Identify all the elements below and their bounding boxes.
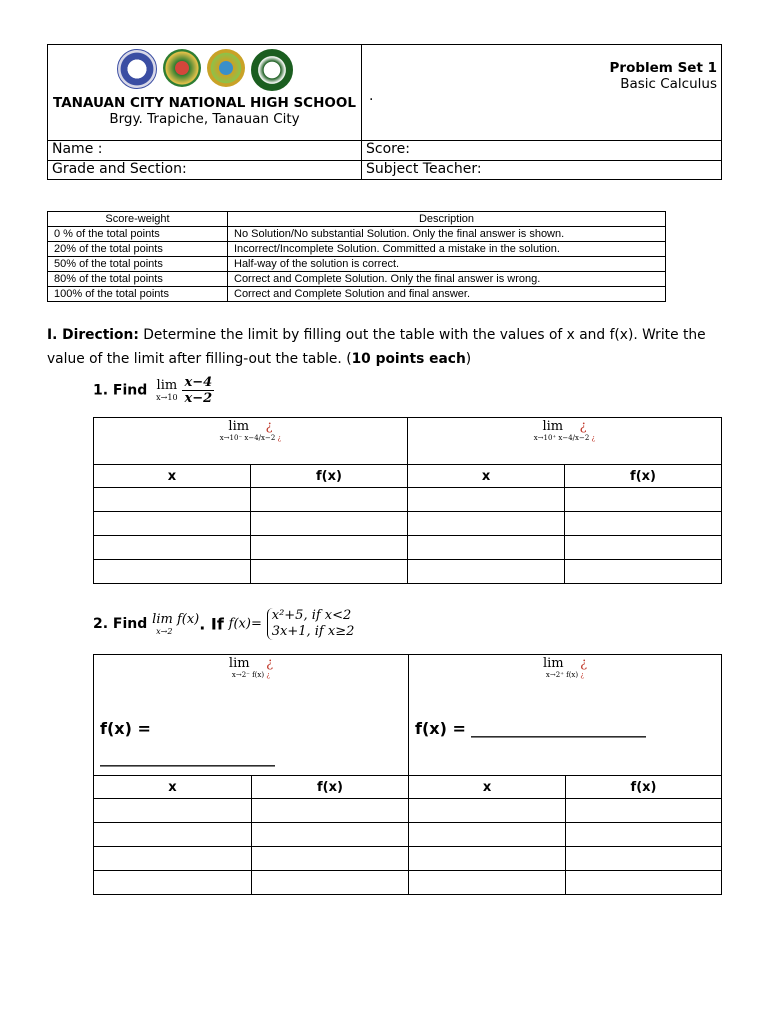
problem-2-lim: lim f(x)	[152, 611, 200, 627]
problem-2-lim-sub: x→2	[156, 626, 173, 636]
header-dot: .	[369, 88, 374, 104]
subject-teacher-field[interactable]: Subject Teacher:	[362, 161, 722, 180]
score-weight-cell: 20% of the total points	[48, 242, 228, 257]
col-fx-header: f(x)	[252, 776, 409, 799]
fx-cell[interactable]	[251, 560, 408, 584]
left-fx-label: f(x) =	[100, 719, 151, 738]
fx-cell[interactable]	[565, 536, 722, 560]
x-cell[interactable]	[408, 488, 565, 512]
inverted-question-mark: ¿	[591, 434, 596, 442]
problem-set-title: Problem Set 1	[609, 60, 717, 76]
table-row	[94, 847, 722, 871]
fx-cell[interactable]	[565, 512, 722, 536]
description-cell: Incorrect/Incomplete Solution. Committed a mistake in the solution.	[228, 242, 666, 257]
problem-2-find: 2. Find	[93, 616, 148, 632]
fx-cell[interactable]	[252, 799, 409, 823]
logos	[52, 49, 357, 91]
x-cell[interactable]	[94, 560, 251, 584]
left-lim-sub: x→2⁻ f(x)	[231, 671, 265, 679]
table-row	[94, 560, 722, 584]
right-fx-label: f(x) =	[415, 719, 466, 738]
problem-1-denominator: x−2	[184, 391, 213, 406]
x-cell[interactable]	[408, 536, 565, 560]
right-lim-sub: x→2⁺ f(x)	[545, 671, 579, 679]
right-limit-header: lim ¿ x→10⁺ x−4/x−2 ¿	[408, 418, 722, 465]
table-row	[94, 823, 722, 847]
piecewise-case-2: 3x+1, if x≥2	[271, 624, 355, 639]
x-cell[interactable]	[94, 488, 251, 512]
x-cell[interactable]	[94, 536, 251, 560]
piecewise-case-1: x²+5, if x<2	[271, 608, 352, 623]
fx-cell[interactable]	[566, 799, 722, 823]
right-lim-word: lim	[542, 419, 564, 434]
fx-cell[interactable]	[252, 871, 409, 895]
col-fx-header: f(x)	[565, 465, 722, 488]
inverted-question-mark: ¿	[265, 419, 273, 434]
score-weight-table	[47, 211, 666, 302]
x-cell[interactable]	[408, 512, 565, 536]
x-cell[interactable]	[94, 871, 252, 895]
problem-2-if: . If	[199, 614, 224, 634]
inverted-question-mark: ¿	[266, 671, 271, 679]
problem-set-cell	[362, 45, 722, 141]
x-cell[interactable]	[94, 512, 251, 536]
right-fx-blank[interactable]: _________________________	[471, 722, 646, 738]
table-row	[94, 536, 722, 560]
inverted-question-mark: ¿	[277, 434, 282, 442]
fx-cell[interactable]	[251, 512, 408, 536]
x-cell[interactable]	[409, 823, 566, 847]
school-seal-icon	[251, 49, 293, 91]
description-cell: No Solution/No substantial Solution. Only the final answer is shown.	[228, 227, 666, 242]
x-cell[interactable]	[94, 799, 252, 823]
problem-1-find: 1. Find	[93, 382, 148, 399]
problem-2-table	[93, 654, 722, 895]
left-lim-word: lim	[228, 419, 250, 434]
fx-cell[interactable]	[565, 560, 722, 584]
table-row	[94, 871, 722, 895]
col-fx-header: f(x)	[566, 776, 722, 799]
right-fx-line	[415, 719, 646, 738]
score-weight-cell: 100% of the total points	[48, 287, 228, 302]
inverted-question-mark: ¿	[580, 671, 585, 679]
direction-close: )	[465, 351, 472, 367]
description-cell: Correct and Complete Solution. Only the final answer is wrong.	[228, 272, 666, 287]
fx-cell[interactable]	[252, 847, 409, 871]
inverted-question-mark: ¿	[580, 656, 588, 671]
problem-1-numerator: x−4	[184, 375, 213, 390]
table-row	[94, 799, 722, 823]
score-weight-cell: 0 % of the total points	[48, 227, 228, 242]
score-weight-cell: 80% of the total points	[48, 272, 228, 287]
school-address: Brgy. Trapiche, Tanauan City	[109, 111, 300, 127]
table-row	[94, 512, 722, 536]
fx-cell[interactable]	[566, 823, 722, 847]
x-cell[interactable]	[94, 823, 252, 847]
problem-2-fx-eq: f(x)=	[228, 616, 262, 632]
left-lim-frac: x−4	[244, 434, 259, 442]
problem-1	[93, 375, 214, 406]
score-field[interactable]: Score:	[362, 141, 722, 161]
direction-body: Determine the limit by filling out the table with the values of x and f(x). Write the value of the limit after filling-out the table. (	[47, 327, 706, 367]
x-cell[interactable]	[94, 847, 252, 871]
right-lim-word: lim	[542, 656, 564, 671]
header-table	[47, 44, 722, 180]
right-lim-sub: x→10⁺	[533, 434, 557, 442]
table-row	[94, 488, 722, 512]
left-limit-header	[94, 655, 409, 776]
description-header: Description	[228, 212, 666, 227]
fx-cell[interactable]	[566, 847, 722, 871]
x-cell[interactable]	[408, 560, 565, 584]
direction-points: 10 points each	[351, 351, 466, 367]
direction-text	[47, 323, 727, 371]
problem-1-lim-sub: x→10	[156, 393, 178, 402]
inverted-question-mark: ¿	[579, 419, 587, 434]
score-weight-cell: 50% of the total points	[48, 257, 228, 272]
col-x-header: x	[409, 776, 566, 799]
direction-label: I. Direction:	[47, 327, 139, 343]
right-lim-den: x−2	[575, 434, 590, 442]
inverted-question-mark: ¿	[266, 656, 274, 671]
left-lim-den: x−2	[261, 434, 276, 442]
fx-cell[interactable]	[252, 823, 409, 847]
deped-seal-icon	[117, 49, 157, 89]
problem-1-table	[93, 417, 722, 584]
col-fx-header: f(x)	[251, 465, 408, 488]
school-cell	[48, 45, 362, 141]
col-x-header: x	[408, 465, 565, 488]
x-cell[interactable]	[409, 799, 566, 823]
division-seal-icon	[207, 49, 245, 87]
fx-cell[interactable]	[565, 488, 722, 512]
x-cell[interactable]	[409, 847, 566, 871]
fx-cell[interactable]	[251, 488, 408, 512]
left-lim-word: lim	[228, 656, 250, 671]
fx-cell[interactable]	[566, 871, 722, 895]
subject-name: Basic Calculus	[620, 76, 717, 92]
right-limit-header	[409, 655, 722, 776]
fx-cell[interactable]	[251, 536, 408, 560]
problem-2	[93, 608, 354, 640]
col-x-header: x	[94, 465, 251, 488]
col-x-header: x	[94, 776, 252, 799]
left-lim-sub: x→10⁻	[219, 434, 243, 442]
right-lim-frac: x−4	[558, 434, 573, 442]
grade-section-field[interactable]: Grade and Section:	[48, 161, 362, 180]
description-cell: Half-way of the solution is correct.	[228, 257, 666, 272]
problem-1-lim: lim	[156, 378, 178, 393]
x-cell[interactable]	[409, 871, 566, 895]
score-weight-header: Score-weight	[48, 212, 228, 227]
name-field[interactable]: Name :	[48, 141, 362, 161]
school-name: TANAUAN CITY NATIONAL HIGH SCHOOL	[53, 95, 356, 111]
city-seal-icon	[163, 49, 201, 87]
left-fx-blank[interactable]: _________________________	[100, 751, 275, 767]
description-cell: Correct and Complete Solution and final answer.	[228, 287, 666, 302]
problem-1-fraction	[182, 375, 214, 406]
left-limit-header: lim ¿ x→10⁻ x−4/x−2 ¿	[94, 418, 408, 465]
